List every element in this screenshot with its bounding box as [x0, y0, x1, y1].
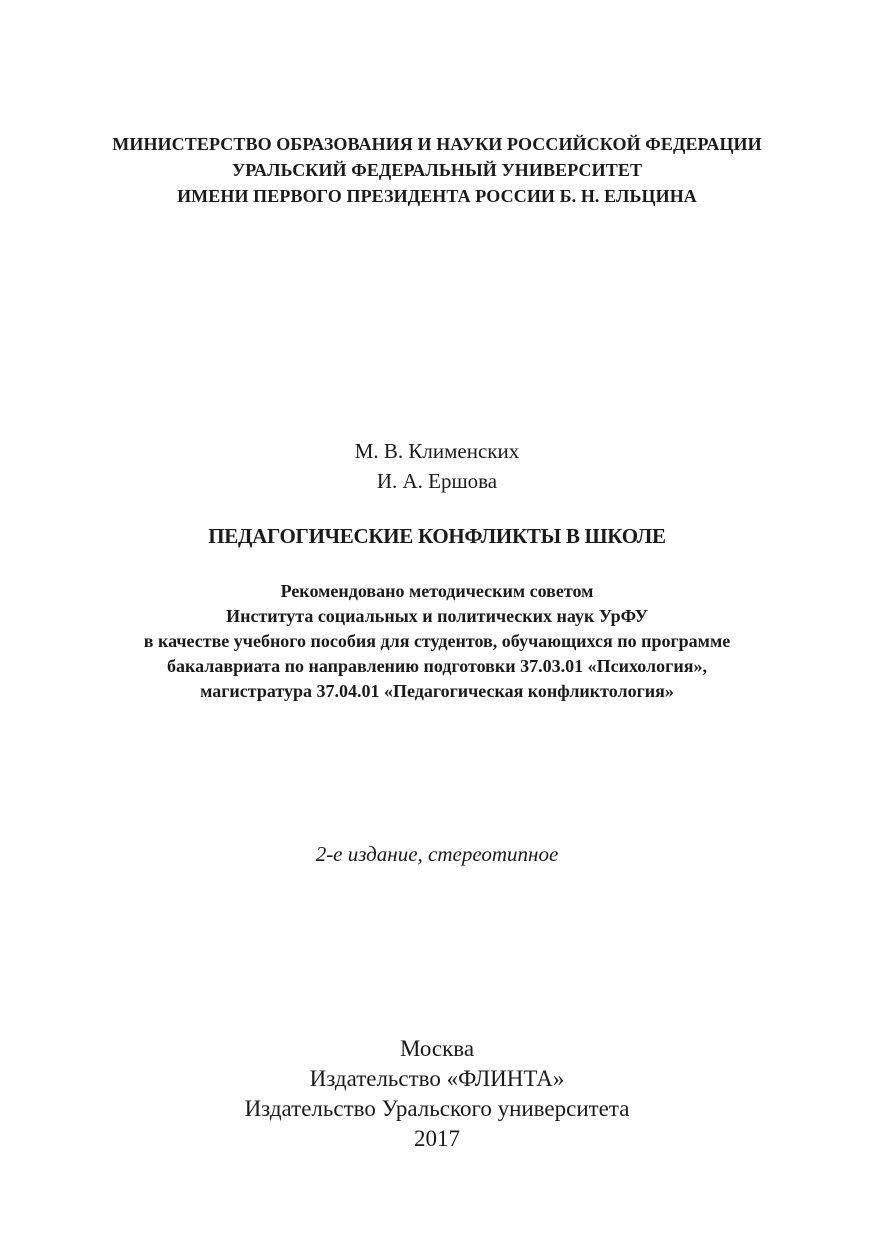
institution-line-2: УРАЛЬСКИЙ ФЕДЕРАЛЬНЫЙ УНИВЕРСИТЕТ	[231, 160, 643, 180]
recommendation-line-5: магистратура 37.04.01 «Педагогическая конфликтология»	[200, 681, 674, 701]
recommendation-line-1: Рекомендовано методическим советом	[280, 581, 594, 601]
author-2: И. А. Ершова	[376, 469, 498, 493]
recommendation-line-2: Института социальных и политических наук УрФУ	[226, 606, 648, 626]
institution-line-3: ИМЕНИ ПЕРВОГО ПРЕЗИДЕНТА РОССИИ Б. Н. ЕЛЬЦИНА	[177, 186, 697, 206]
recommendation-line-3: в качестве учебного пособия для студентов, обучающихся по программе	[143, 631, 731, 651]
imprint-publisher-2: Издательство Уральского университета	[244, 1096, 630, 1121]
imprint-year: 2017	[414, 1126, 460, 1151]
imprint-publisher-1: Издательство «ФЛИНТА»	[309, 1066, 565, 1091]
author-1: М. В. Клименских	[354, 439, 520, 463]
book-title: ПЕДАГОГИЧЕСКИЕ КОНФЛИКТЫ В ШКОЛЕ	[208, 524, 666, 548]
imprint-city: Москва	[399, 1036, 475, 1061]
edition-note: 2-е издание, стереотипное	[315, 842, 559, 866]
recommendation-line-4: бакалавриата по направлению подготовки 37.03.01 «Психология»,	[167, 656, 707, 676]
institution-line-1: МИНИСТЕРСТВО ОБРАЗОВАНИЯ И НАУКИ РОССИЙСКОЙ ФЕДЕРАЦИИ	[112, 134, 762, 154]
